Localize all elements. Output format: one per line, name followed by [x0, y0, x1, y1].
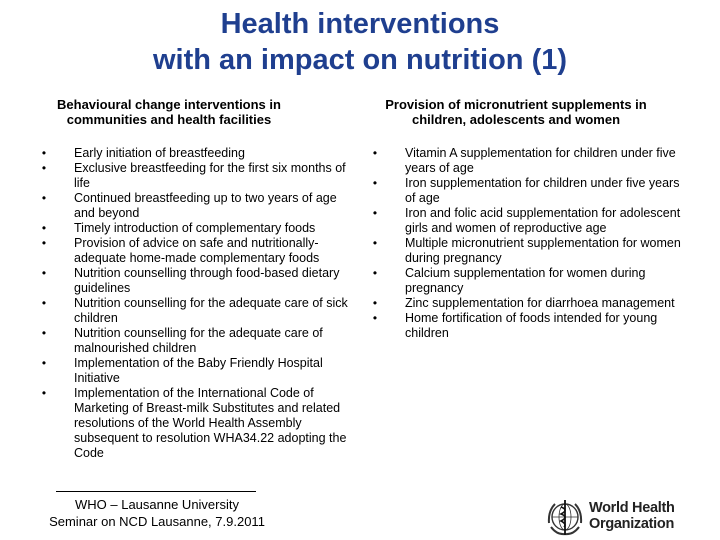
list-item: • Multiple micronutrient supplementation for women during pregnancy [369, 236, 681, 266]
bullet-icon: • [372, 296, 378, 310]
bullet-icon: • [41, 161, 47, 175]
list-item: • Iron and folic acid supplementation for adolescent girls and women of reproductive age [369, 206, 681, 236]
bullet-icon: • [41, 296, 47, 310]
bullet-icon: • [372, 146, 378, 160]
left-column-heading [38, 97, 300, 127]
bullet-icon: • [41, 191, 47, 205]
bullet-icon: • [41, 326, 47, 340]
left-heading-line2: communities and health facilities [66, 112, 272, 127]
right-column-heading [368, 97, 664, 127]
bullet-icon: • [372, 176, 378, 190]
list-item: • Nutrition counselling through food-based dietary guidelines [38, 266, 352, 296]
bullet-icon: • [372, 311, 378, 325]
bullet-icon: • [41, 236, 47, 250]
bullet-icon: • [41, 146, 47, 160]
right-heading-line2: children, adolescents and women [411, 112, 621, 127]
footer-line2: Seminar on NCD Lausanne, 7.9.2011 [49, 514, 265, 529]
slide-title [0, 6, 720, 78]
list-item: • Calcium supplementation for women during pregnancy [369, 266, 681, 296]
who-logo-text: World Health Organization [589, 500, 675, 532]
bullet-icon: • [41, 221, 47, 235]
list-item: • Implementation of the International Code of Marketing of Breast-milk Substitutes and related resolutions of the World Health Assembly subsequent to resolution WHA34.22 adopting the Code [38, 386, 352, 461]
bullet-icon: • [41, 356, 47, 370]
list-item: • Vitamin A supplementation for children under five years of age [369, 146, 681, 176]
left-bullet-list [38, 146, 352, 461]
list-item: • Iron supplementation for children under five years of age [369, 176, 681, 206]
footer-text [28, 496, 286, 530]
list-item: • Continued breastfeeding up to two years of age and beyond [38, 191, 352, 221]
list-item: • Exclusive breastfeeding for the first six months of life [38, 161, 352, 191]
list-item: • Nutrition counselling for the adequate care of malnourished children [38, 326, 352, 356]
bullet-icon: • [372, 206, 378, 220]
right-heading-line1: Provision of micronutrient supplements in [385, 97, 647, 112]
slide-title-line2: with an impact on nutrition (1) [152, 44, 568, 76]
footer-divider [56, 491, 256, 492]
list-item: • Zinc supplementation for diarrhoea management [369, 296, 681, 311]
right-bullet-list [369, 146, 681, 341]
left-heading-line1: Behavioural change interventions in [57, 97, 281, 112]
bullet-icon: • [41, 266, 47, 280]
bullet-icon: • [41, 386, 47, 400]
who-logo [545, 497, 685, 537]
footer-line1: WHO – Lausanne University [74, 497, 239, 512]
list-item: • Provision of advice on safe and nutritionally-adequate home-made complementary foods [38, 236, 352, 266]
who-emblem-icon [545, 497, 585, 537]
list-item: • Home fortification of foods intended for young children [369, 311, 681, 341]
list-item: • Early initiation of breastfeeding [38, 146, 352, 161]
slide-title-line1: Health interventions [220, 8, 500, 40]
bullet-icon: • [372, 266, 378, 280]
list-item: • Nutrition counselling for the adequate care of sick children [38, 296, 352, 326]
bullet-icon: • [372, 236, 378, 250]
list-item: • Implementation of the Baby Friendly Hospital Initiative [38, 356, 352, 386]
list-item: • Timely introduction of complementary foods [38, 221, 352, 236]
